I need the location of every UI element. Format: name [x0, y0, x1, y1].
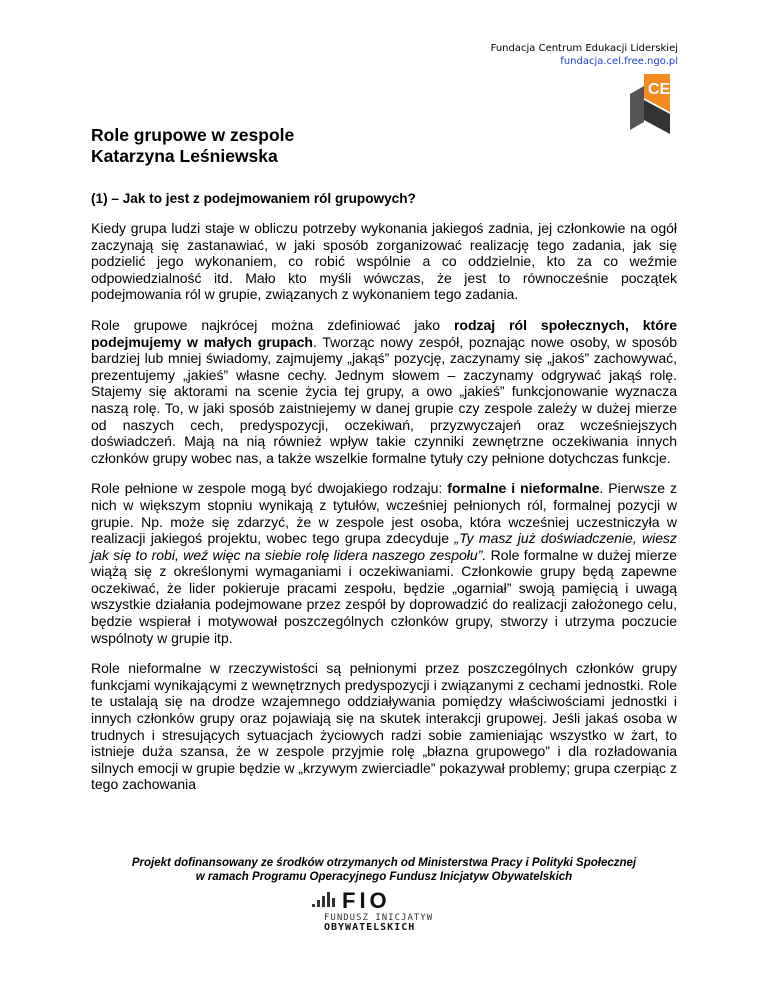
author-line: Katarzyna Leśniewska: [91, 146, 278, 166]
fio-logo-subtitle: FUNDUSZ INICJATYW: [324, 913, 434, 923]
bold-run: rodzaj ról społecznych, które podejmujemy w małych grupach: [91, 316, 678, 350]
fio-logo: [310, 890, 460, 932]
title-line: Role grupowe w zespole: [91, 125, 295, 145]
paragraph-3: [91, 480, 677, 646]
italic-quote: „Ty masz już doświadczenie, wiesz jak się to robi, weź więc na siebie rolę lidera naszego zespołu”.: [91, 530, 677, 563]
text-run: Role formalne w dużej mierze wiążą się z określonymi wymaganiami i oczekiwaniami. Członkowie grupy będą zapewne oczekiwać, że lider pokieruje pracami zespołu, będzie „ogarniał” swoją pamięcią i uwagą wszystkie działania podejmowane przez zespół by doprowadzić do realizacji założonego celu, będzie wspierał i motywował poszczególnych członków grupy, stworzy i utrzyma poczucie wspólnoty w grupie itp.: [91, 546, 677, 646]
bold-run: formalne i nieformalne: [447, 480, 600, 497]
logo-letter-c: CEL: [648, 81, 680, 98]
text-run: . Tworząc nowy zespół, poznając nowe osoby, w sposób bardziej lub mniej świadomy, zajmujemy „jakąś” pozycję, zaczynamy się „jakoś” zachowywać, prezentujemy „jakieś” własne cechy. Jednym słowem – zaczynamy odgrywać jakąś rolę. Stajemy się aktorami na scenie życia tej grupy, a owo „jakieś” funkcjonowanie wyznacza naszą rolę. To, w jaki sposób zaistniejemy w danej grupie czy zespole zależy w dużej mierze od naszych cech, predyspozycji, oczekiwań, przyzwyczajeń oraz wcześniejszych doświadczeń. Mają na nią również wpływ takie czynniki zewnętrzne oczekiwania innych członków grupy wobec nas, a także wszelkie formalne tytuły czy pełnione dotychczas funkcje.: [91, 333, 677, 466]
paragraph-4: Role nieformalne w rzeczywistości są pełnionymi przez poszczególnych członków grupy funkcjami wynikającymi z wewnętrznych predyspozycji i związanymi z cechami jednostki. Role te ustalają się na drodze wzajemnego oddziaływania pomiędzy właściwościami jednostki i innych członków grupy oraz pojawiają się na skutek interakcji grupowej. Jeśli jakaś osoba w trudnych i stresujących sytuacjach życiowych radzi sobie zamieniając wszystko w żart, to istnieje duża szansa, że w zespole przyjmie rolę „błazna grupowego” i dla rozładowania silnych emocji w grupie będzie w „krzywym zwierciadle” pokazywał problemy; grupa czerpiąc z tego zachowania: [91, 660, 677, 793]
text-run: Role grupowe najkrócej można zdefiniować jako: [91, 316, 454, 333]
text-run: . Pierwsze z nich w większym stopniu wynikają z tytułów, wcześniej pełnionych ról, formalnej pozycji w grupie. Np. może się zdarzyć, że w zespole jest osoba, która wcześniej uczestniczyła w realizacji jakiegoś projektu, wobec tego grupa zdecyduje: [91, 480, 677, 547]
section-heading: (1) – Jak to jest z podejmowaniem ról grupowych?: [91, 191, 416, 206]
paragraph-2: [91, 317, 677, 466]
document-body: [91, 125, 677, 807]
organization-name: Fundacja Centrum Edukacji Liderskiej: [490, 43, 678, 54]
text-run: Role pełnione w zespole mogą być dwojakiego rodzaju:: [91, 480, 448, 497]
organization-url-link[interactable]: fundacja.cel.free.ngo.pl: [560, 56, 678, 67]
page-title: [91, 125, 677, 167]
paragraph-1: Kiedy grupa ludzi staje w obliczu potrzeby wykonania jakiegoś zadnia, jej członkowie na ogół zaczynają się zastanawiać, w jaki sposób zorganizować realizację tego zadania, jak się podzielić jego wykonaniem, co robić wspólnie a co oddzielnie, kto za co weźmie odpowiedzialność itd. Mało kto myśli wówczas, że jest to równocześnie początek podejmowania ról w grupie, związanych z wykonaniem tego zadania.: [91, 220, 677, 303]
footer-line: Projekt dofinansowany ze środków otrzymanych od Ministerstwa Pracy i Polityki Społecznej: [131, 857, 637, 869]
fio-logo-subtitle: OBYWATELSKICH: [324, 922, 416, 932]
header-organization: [491, 42, 678, 68]
fio-logo-text: FIO: [342, 890, 391, 913]
footer-funding-note: [0, 856, 768, 884]
footer-line: w ramach Programu Operacyjnego Fundusz Inicjatyw Obywatelskich: [195, 871, 573, 883]
